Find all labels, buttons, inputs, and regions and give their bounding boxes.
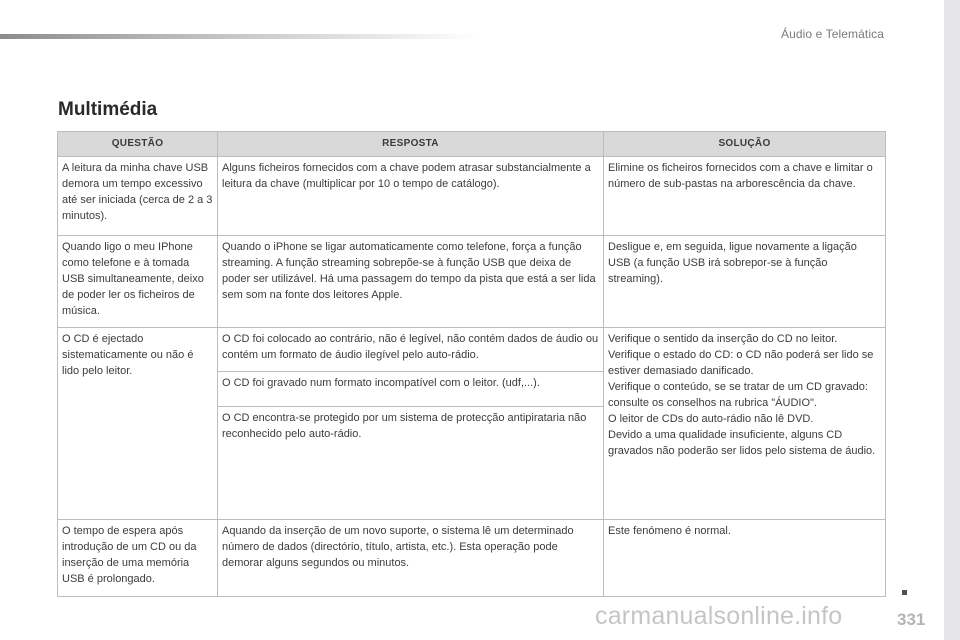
column-header-answer: RESPOSTA [218, 132, 604, 157]
answer-cell: O CD foi colocado ao contrário, não é legível, não contém dados de áudio ou contém um formato de áudio ilegível pelo auto-rádio. [218, 328, 604, 372]
question-cell: A leitura da minha chave USB demora um tempo excessivo até ser iniciada (cerca de 2 a 3 minutos). [58, 157, 218, 236]
watermark: carmanualsonline.info [595, 602, 843, 630]
answer-cell: O CD foi gravado num formato incompatível com o leitor. (udf,...). [218, 372, 604, 407]
page-marker-square [902, 590, 907, 595]
page-title: Multimédia [58, 99, 158, 120]
header-gradient-bar [0, 34, 480, 39]
column-header-question: QUESTÃO [58, 132, 218, 157]
page-number: 331 [897, 610, 926, 629]
table-row [58, 236, 886, 328]
table-row [58, 157, 886, 236]
section-header: Áudio e Telemática [781, 27, 884, 41]
answer-cell: Alguns ficheiros fornecidos com a chave podem atrasar substancialmente a leitura da chave (multiplicar por 10 o tempo de catálogo). [218, 157, 604, 236]
answer-cell: O CD encontra-se protegido por um sistema de protecção antipirataria não reconhecido pelo auto-rádio. [218, 407, 604, 520]
table-row [58, 328, 886, 372]
solution-cell: Elimine os ficheiros fornecidos com a chave e limitar o número de sub-pastas na arborescência da chave. [604, 157, 886, 236]
question-cell: Quando ligo o meu IPhone como telefone e à tomada USB simultaneamente, deixo de poder ler os ficheiros de música. [58, 236, 218, 328]
solution-cell: Este fenómeno é normal. [604, 520, 886, 597]
faq-table [57, 131, 886, 597]
question-cell: O tempo de espera após introdução de um CD ou da inserção de uma memória USB é prolongado. [58, 520, 218, 597]
table-row [58, 520, 886, 597]
solution-cell: Verifique o sentido da inserção do CD no leitor. Verifique o estado do CD: o CD não poderá ser lido se estiver demasiado danificado. Verifique o conteúdo, se se tratar de um CD gravado: consulte os conselhos na rubrica "ÁUDIO". O leitor de CDs do auto-rádio não lê DVD. Devido a uma qualidade insuficiente, alguns CD gravados não poderão ser lidos pelo sistema de áudio. [604, 328, 886, 520]
table-header-row [58, 132, 886, 157]
question-cell: O CD é ejectado sistematicamente ou não é lido pelo leitor. [58, 328, 218, 520]
answer-cell: Quando o iPhone se ligar automaticamente como telefone, força a função streaming. A função streaming sobrepõe-se à função USB que deixa de poder ser utilizável. Há uma passagem do tempo da pista que está a ser lida sem som na fonte dos leitores Apple. [218, 236, 604, 328]
column-header-solution: SOLUÇÃO [604, 132, 886, 157]
answer-cell: Aquando da inserção de um novo suporte, o sistema lê um determinado número de dados (directório, título, artista, etc.). Esta operação pode demorar alguns segundos ou minutos. [218, 520, 604, 597]
solution-cell: Desligue e, em seguida, ligue novamente a ligação USB (a função USB irá sobrepor-se à função streaming). [604, 236, 886, 328]
page-edge-band [944, 0, 960, 640]
